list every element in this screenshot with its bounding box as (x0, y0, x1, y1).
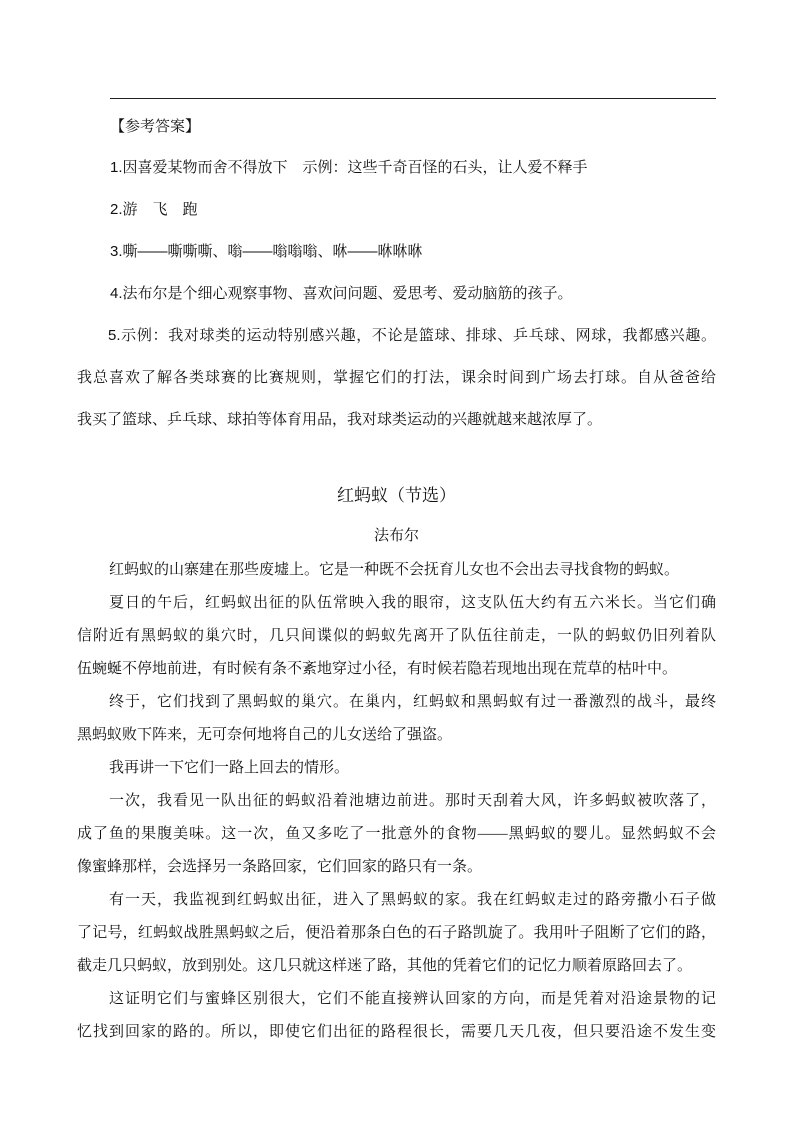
answer-item-1: 1.因喜爱某物而舍不得放下 示例：这些千奇百怪的石头，让人爱不释手 (110, 159, 588, 176)
article-line: 有一天，我监视到红蚂蚁出征，进入了黑蚂蚁的家。我在红蚂蚁走过的路旁撒小石子做 (109, 892, 716, 908)
answer-heading: 【参考答案】 (110, 118, 201, 135)
article-line: 夏日的午后，红蚂蚁出征的队伍常映入我的眼帘，这支队伍大约有五六米长。当它们确 (109, 595, 716, 611)
article-line: 截走几只蚂蚁，放到别处。这几只就这样迷了路，其他的凭着它们的记忆力顺着原路回去了。 (77, 958, 693, 974)
answer-item-5-line: 5.示例：我对球类的运动特别感兴趣，不论是篮球、排球、乒乓球、网球，我都感兴趣。 (108, 327, 716, 344)
article-body (77, 559, 716, 1054)
article-line: 黑蚂蚁败下阵来，无可奈何地将自己的儿女送给了强盗。 (77, 727, 453, 743)
article-line: 红蚂蚁的山寨建在那些废墟上。它是一种既不会抚育儿女也不会出去寻找食物的蚂蚁。 (109, 562, 680, 578)
article-line: 忆找到回家的路的。所以，即使它们出征的路程很长，需要几天几夜，但只要沿途不发生变 (77, 1024, 716, 1040)
article-line: 了记号，红蚂蚁战胜黑蚂蚁之后，便沿着那条白色的石子路凯旋了。我用叶子阻断了它们的路， (77, 925, 716, 941)
article-line: 我再讲一下它们一路上回去的情形。 (109, 760, 350, 776)
article-line: 这证明它们与蜜蜂区别很大，它们不能直接辨认回家的方向，而是凭着对沿途景物的记 (109, 991, 716, 1007)
article-author: 法布尔 (373, 527, 419, 544)
article-title: 红蚂蚁（节选） (337, 486, 456, 505)
article-line: 伍蜿蜒不停地前进，有时候有条不紊地穿过小径，有时候若隐若现地出现在荒草的枯叶中。 (77, 661, 678, 677)
answer-item-4: 4.法布尔是个细心观察事物、喜欢问问题、爱思考、爱动脑筋的孩子。 (110, 285, 573, 302)
answer-item-3: 3.嘶——嘶嘶嘶、嗡——嗡嗡嗡、咻——咻咻咻 (110, 243, 423, 260)
article-line: 信附近有黑蚂蚁的巢穴时，几只间谍似的蚂蚁先离开了队伍往前走，一队的蚂蚁仍旧列着队 (77, 628, 716, 644)
answer-item-5-line: 我买了篮球、乒乓球、球拍等体育用品，我对球类运动的兴趣就越来越浓厚了。 (77, 411, 603, 428)
article-line: 终于，它们找到了黑蚂蚁的巢穴。在巢内，红蚂蚁和黑蚂蚁有过一番激烈的战斗，最终 (109, 694, 716, 710)
answer-item-2: 2.游 飞 跑 (110, 201, 198, 218)
header-rule (110, 98, 716, 99)
article-line: 成了鱼的果腹美味。这一次，鱼又多吃了一批意外的食物——黑蚂蚁的婴儿。显然蚂蚁不会 (77, 826, 716, 842)
article-line: 像蜜蜂那样，会选择另一条路回家，它们回家的路只有一条。 (77, 859, 483, 875)
answer-item-5-line: 我总喜欢了解各类球赛的比赛规则，掌握它们的打法，课余时间到广场去打球。自从爸爸给 (77, 369, 716, 386)
article-line: 一次，我看见一队出征的蚂蚁沿着池塘边前进。那时天刮着大风，许多蚂蚁被吹落了， (109, 793, 716, 809)
